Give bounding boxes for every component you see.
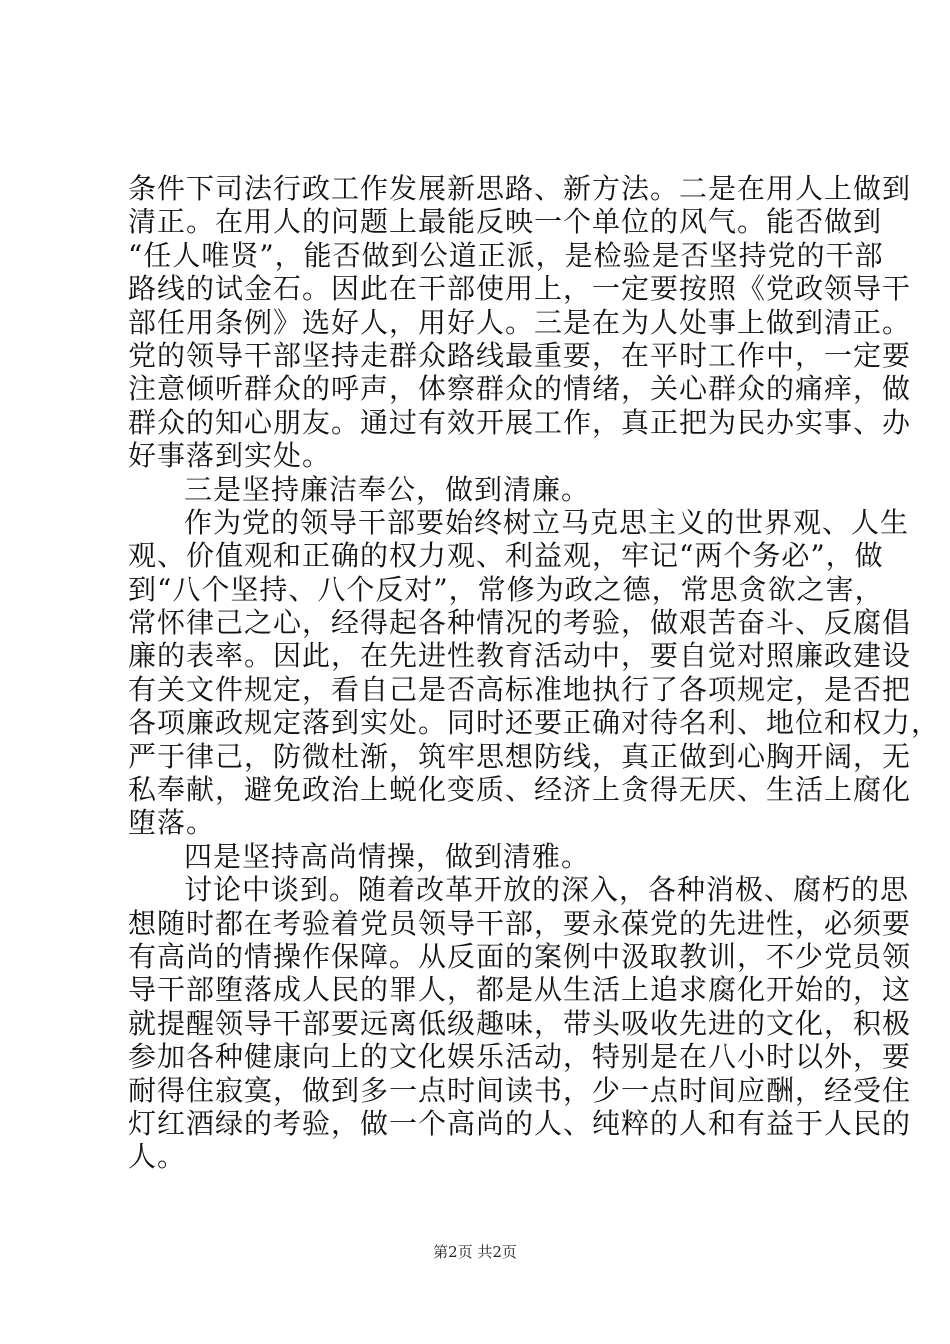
text-line: 导干部堕落成人民的罪人，都是从生活上追求腐化开始的，这 [128, 973, 912, 1007]
text-line: 严于律己，防微杜渐，筑牢思想防线，真正做到心胸开阔，无 [128, 739, 912, 773]
text-line: 廉的表率。因此，在先进性教育活动中，要自觉对照廉政建设 [128, 639, 912, 673]
text-line: 四是坚持高尚情操，做到清雅。 [184, 839, 591, 873]
text-line: 三是坚持廉洁奉公，做到清廉。 [184, 472, 591, 506]
text-line: 人。 [128, 1140, 187, 1174]
text-line: 部任用条例》选好人，用好人。三是在为人处事上做到清正。 [128, 305, 912, 339]
text-line: 有关文件规定，看自己是否高标准地执行了各项规定，是否把 [128, 672, 912, 706]
text-line: 群众的知心朋友。通过有效开展工作，真正把为民办实事、办 [128, 405, 912, 439]
text-line: 耐得住寂寞，做到多一点时间读书，少一点时间应酬，经受住 [128, 1073, 912, 1107]
text-line: 有高尚的情操作保障。从反面的案例中汲取教训，不少党员领 [128, 939, 912, 973]
text-line: 条件下司法行政工作发展新思路、新方法。二是在用人上做到 [128, 172, 912, 205]
text-line: 就提醒领导干部要远离低级趣味，带头吸收先进的文化，积极 [128, 1006, 912, 1040]
text-line: 灯红酒绿的考验，做一个高尚的人、纯粹的人和有益于人民的 [128, 1106, 912, 1140]
page-footer: 第2页 共2页 [433, 1243, 517, 1261]
text-line: 清正。在用人的问题上最能反映一个单位的风气。能否做到 [128, 205, 883, 239]
text-line: 好事落到实处。 [128, 439, 332, 473]
text-line: “任人唯贤”，能否做到公道正派，是检验是否坚持党的干部 [128, 238, 884, 272]
text-line: 注意倾听群众的呼声，体察群众的情绪，关心群众的痛痒，做 [128, 372, 912, 406]
text-line: 党的领导干部坚持走群众路线最重要，在平时工作中，一定要 [128, 338, 912, 372]
text-line: 想随时都在考验着党员领导干部，要永葆党的先进性，必须要 [128, 906, 912, 940]
text-line: 参加各种健康向上的文化娱乐活动，特别是在八小时以外，要 [128, 1040, 912, 1074]
text-line: 常怀律己之心，经得起各种情况的考验，做艰苦奋斗、反腐倡 [128, 606, 912, 640]
text-line: 各项廉政规定落到实处。同时还要正确对待名利、地位和权力， [128, 706, 941, 740]
text-line: 作为党的领导干部要始终树立马克思主义的世界观、人生 [184, 505, 910, 539]
text-line: 到“八个坚持、八个反对”，常修为政之德，常思贪欲之害， [128, 572, 884, 606]
text-line: 路线的试金石。因此在干部使用上，一定要按照《党政领导干 [128, 272, 912, 306]
text-line: 私奉献，避免政治上蜕化变质、经济上贪得无厌、生活上腐化 [128, 773, 912, 807]
text-line: 堕落。 [128, 806, 216, 840]
text-line: 观、价值观和正确的权力观、利益观，牢记“两个务必”，做 [128, 539, 884, 573]
document-body [128, 172, 941, 1174]
text-line: 讨论中谈到。随着改革开放的深入，各种消极、腐朽的思 [184, 873, 910, 907]
